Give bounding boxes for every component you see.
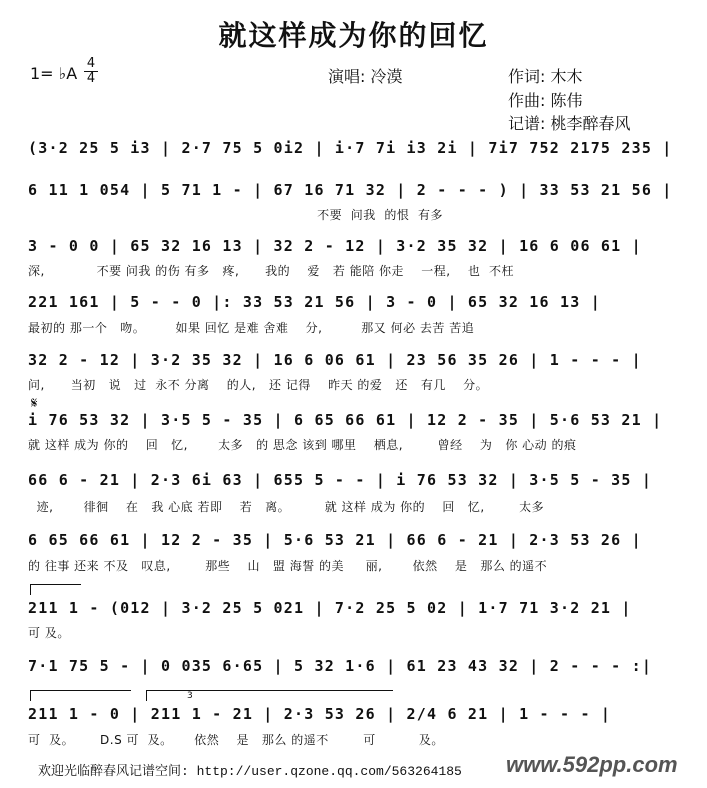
notation-line-9: 211 1 - (012 | 3·2 25 5 021 | 7·2 25 5 02 | 1·7 71 3·2 21 | <box>28 599 632 617</box>
notation-line-5: 32 2 - 12 | 3·2 35 32 | 16 6 06 61 | 23 56 35 26 | 1 - - - | <box>28 351 642 369</box>
notation-line-2: 6 11 1 054 | 5 71 1 - | 67 16 71 32 | 2 - - - ) | 33 53 21 56 | <box>28 181 673 199</box>
lyrics-line-8: 的 往事 还来 不及 叹息, 那些 山 盟 海誓 的美 丽, 依然 是 那么 的遥不 <box>28 559 548 573</box>
time-signature <box>84 58 98 85</box>
singer-credit: 演唱: 冷漠 <box>328 67 403 86</box>
notation-line-6: i 76 53 32 | 3·5 5 - 35 | 6 65 66 61 | 12 2 - 35 | 5·6 53 21 | <box>28 411 663 429</box>
lyrics-line-7: 迹, 徘徊 在 我 心底 若即 若 离。 就 这样 成为 你的 回 忆, 太多 <box>28 500 545 514</box>
notation-line-8: 6 65 66 61 | 12 2 - 35 | 5·6 53 21 | 66 6 - 21 | 2·3 53 26 | <box>28 531 642 549</box>
notation-line-10: 7·1 75 5 - | 0 035 6·65 | 5 32 1·6 | 61 23 43 32 | 2 - - - :| <box>28 657 653 675</box>
footer-credit: 欢迎光临醉春风记谱空间: http://user.qzone.qq.com/563264185 <box>38 764 462 779</box>
notation-line-7: 66 6 - 21 | 2·3 6i 63 | 655 5 - - | i 76 53 32 | 3·5 5 - 35 | <box>28 471 653 489</box>
lyrics-line-5: 问, 当初 说 过 永不 分离 的人, 还 记得 昨天 的爱 还 有几 分。 <box>28 378 489 392</box>
lyrics-line-11: 可 及。 D.S 可 及。 依然 是 那么 的遥不 可 及。 <box>28 733 444 747</box>
time-signature-top: 4 <box>86 56 96 71</box>
notation-line-1: (3·2 25 5 i3 | 2·7 75 5 0i2 | i·7 7i i3 2i | 7i7 752 2175 235 | <box>28 139 673 157</box>
notation-line-11: 211 1 - 0 | 211 1 - 21 | 2·3 53 26 | 2/4 6 21 | 1 - - - | <box>28 705 612 723</box>
lyrics-line-2: 不要 问我 的恨 有多 <box>28 208 443 222</box>
segno-sign: 𝄋 <box>31 394 38 412</box>
time-signature-bottom: 4 <box>86 71 96 86</box>
composer-credit: 作曲: 陈伟 <box>508 91 583 110</box>
lyricist-credit: 作词: 木木 <box>508 67 583 86</box>
transcriber-credit: 记谱: 桃李醉春风 <box>508 114 631 133</box>
lyrics-line-3: 深, 不要 问我 的伤 有多 疼, 我的 爱 若 能陪 你走 一程, 也 不枉 <box>28 264 514 278</box>
notation-line-4: 221 161 | 5 - - 0 |: 33 53 21 56 | 3 - 0 | 65 32 16 13 | <box>28 293 601 311</box>
volta-bracket-2 <box>30 690 131 701</box>
key-signature: 1= ♭A <box>30 64 78 83</box>
lyrics-line-6: 就 这样 成为 你的 回 忆, 太多 的 思念 该到 哪里 栖息, 曾经 为 你 心动 的痕 <box>28 438 577 452</box>
site-watermark: www.592pp.com <box>506 752 678 777</box>
volta-bracket-1 <box>30 584 81 595</box>
triplet-bracket: 3 <box>146 690 393 701</box>
notation-line-3: 3 - 0 0 | 65 32 16 13 | 32 2 - 12 | 3·2 35 32 | 16 6 06 61 | <box>28 237 642 255</box>
lyrics-line-4: 最初的 那一个 吻。 如果 回忆 是难 舍难 分, 那又 何必 去苦 苦追 <box>28 321 475 335</box>
lyrics-line-9: 可 及。 <box>28 626 70 640</box>
song-title: 就这样成为你的回忆 <box>218 19 489 52</box>
